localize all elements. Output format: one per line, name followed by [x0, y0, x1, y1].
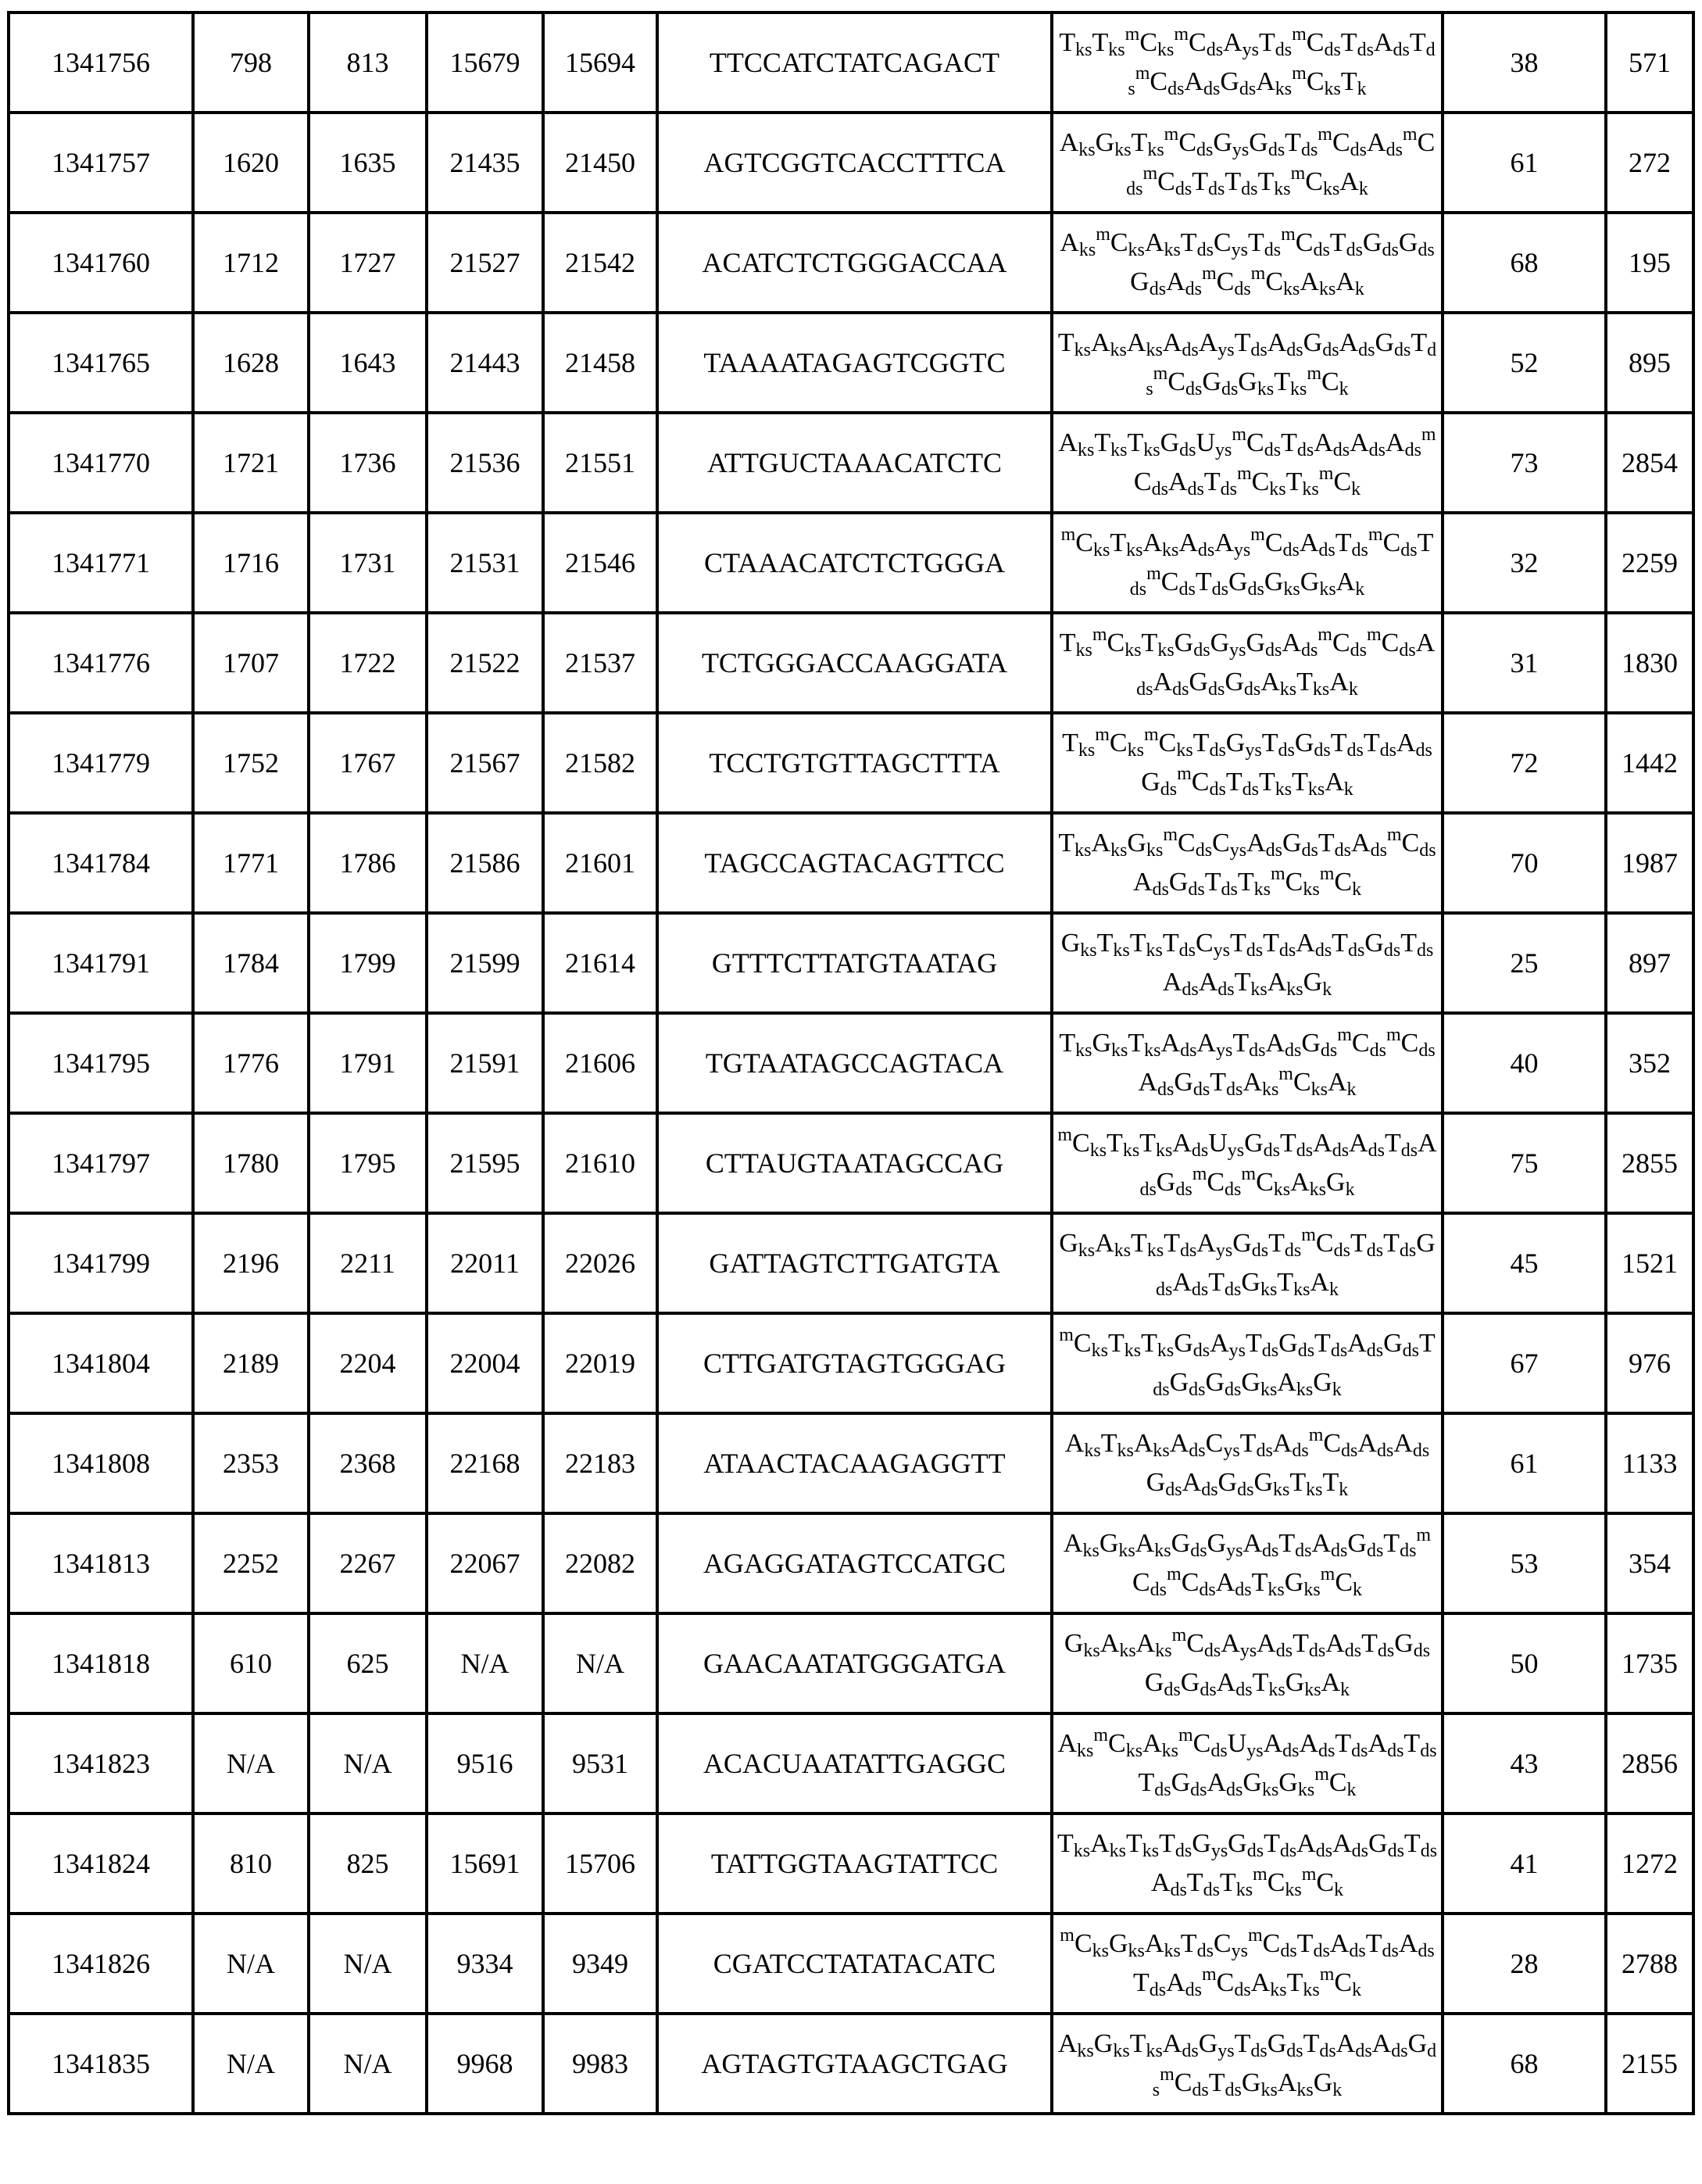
stop-site-1: 1791 — [309, 1013, 427, 1113]
compound-id: 1341813 — [9, 1513, 193, 1613]
activity-value: 38 — [1443, 13, 1606, 113]
compound-id: 1341771 — [9, 513, 193, 613]
table-row — [9, 913, 1693, 1013]
start-site-1: 2353 — [193, 1413, 309, 1513]
start-site-2: N/A — [427, 1613, 543, 1713]
activity-value: 61 — [1443, 1413, 1606, 1513]
start-site-2: 9334 — [427, 1914, 543, 2014]
compound-id: 1341818 — [9, 1613, 193, 1713]
seq-id-no: 354 — [1606, 1513, 1693, 1613]
stop-site-1: 1727 — [309, 213, 427, 313]
start-site-1: 1780 — [193, 1113, 309, 1213]
table-row — [9, 1013, 1693, 1113]
stop-site-1: N/A — [309, 1914, 427, 2014]
sequence: TCCTGTGTTAGCTTTA — [657, 713, 1052, 813]
table-row — [9, 213, 1693, 313]
compound-id: 1341765 — [9, 313, 193, 413]
start-site-1: 1771 — [193, 813, 309, 913]
start-site-2: 22004 — [427, 1313, 543, 1413]
stop-site-1: 2267 — [309, 1513, 427, 1613]
start-site-2: 22067 — [427, 1513, 543, 1613]
stop-site-1: 625 — [309, 1613, 427, 1713]
compound-id: 1341779 — [9, 713, 193, 813]
activity-value: 68 — [1443, 2014, 1606, 2114]
start-site-2: 21595 — [427, 1113, 543, 1213]
seq-id-no: 195 — [1606, 213, 1693, 313]
seq-id-no: 1272 — [1606, 1813, 1693, 1914]
sequence: GTTTCTTATGTAATAG — [657, 913, 1052, 1013]
start-site-1: 1752 — [193, 713, 309, 813]
sequence: AGAGGATAGTCCATGC — [657, 1513, 1052, 1613]
chemistry-notation: GksAksAksmCdsAysAdsTdsAdsTdsGdsGdsGdsAdsTksGksAk — [1052, 1613, 1443, 1713]
chemistry-notation: TksTksmCksmCdsAysTdsmCdsTdsAdsTdsmCdsAdsGdsAksmCksTk — [1052, 13, 1443, 113]
compound-id: 1341824 — [9, 1813, 193, 1914]
table-row — [9, 1914, 1693, 2014]
seq-id-no: 2259 — [1606, 513, 1693, 613]
sequence: CGATCCTATATACATC — [657, 1914, 1052, 2014]
stop-site-1: 1731 — [309, 513, 427, 613]
sequence: ACACUAATATTGAGGC — [657, 1713, 1052, 1813]
activity-value: 50 — [1443, 1613, 1606, 1713]
stop-site-1: 825 — [309, 1813, 427, 1914]
activity-value: 72 — [1443, 713, 1606, 813]
compound-id: 1341757 — [9, 113, 193, 213]
chemistry-notation: mCksTksTksGdsAysTdsGdsTdsAdsGdsTdsGdsGdsGksAksGk — [1052, 1313, 1443, 1413]
chemistry-notation: TksmCksTksGdsGysGdsAdsmCdsmCdsAdsAdsGdsGdsAksTksAk — [1052, 613, 1443, 713]
table-row — [9, 813, 1693, 913]
table-row — [9, 1213, 1693, 1313]
start-site-2: 21522 — [427, 613, 543, 713]
stop-site-2: 21542 — [543, 213, 657, 313]
stop-site-2: 21551 — [543, 413, 657, 513]
activity-value: 41 — [1443, 1813, 1606, 1914]
stop-site-1: 1736 — [309, 413, 427, 513]
activity-value: 28 — [1443, 1914, 1606, 2014]
start-site-2: 15679 — [427, 13, 543, 113]
compound-id: 1341797 — [9, 1113, 193, 1213]
start-site-1: N/A — [193, 1914, 309, 2014]
seq-id-no: 1987 — [1606, 813, 1693, 913]
oligonucleotide-table — [7, 11, 1695, 2115]
seq-id-no: 571 — [1606, 13, 1693, 113]
table-row — [9, 1513, 1693, 1613]
seq-id-no: 895 — [1606, 313, 1693, 413]
stop-site-2: 21606 — [543, 1013, 657, 1113]
stop-site-1: 1722 — [309, 613, 427, 713]
seq-id-no: 976 — [1606, 1313, 1693, 1413]
chemistry-notation: AksTksTksGdsUysmCdsTdsAdsAdsAdsmCdsAdsTdsmCksTksmCk — [1052, 413, 1443, 513]
sequence: ACATCTCTGGGACCAA — [657, 213, 1052, 313]
stop-site-1: N/A — [309, 1713, 427, 1813]
table-row — [9, 313, 1693, 413]
seq-id-no: 2788 — [1606, 1914, 1693, 2014]
chemistry-notation: AksmCksAksTdsCysTdsmCdsTdsGdsGdsGdsAdsmCdsmCksAksAk — [1052, 213, 1443, 313]
start-site-1: 2196 — [193, 1213, 309, 1313]
table-row — [9, 1313, 1693, 1413]
stop-site-1: 1635 — [309, 113, 427, 213]
stop-site-1: 1643 — [309, 313, 427, 413]
stop-site-2: 9983 — [543, 2014, 657, 2114]
chemistry-notation: AksGksTksAdsGysTdsGdsTdsAdsAdsGdsmCdsTdsGksAksGk — [1052, 2014, 1443, 2114]
start-site-1: 2189 — [193, 1313, 309, 1413]
stop-site-2: 21610 — [543, 1113, 657, 1213]
compound-id: 1341799 — [9, 1213, 193, 1313]
chemistry-notation: AksTksAksAdsCysTdsAdsmCdsAdsAdsGdsAdsGdsGksTksTk — [1052, 1413, 1443, 1513]
activity-value: 32 — [1443, 513, 1606, 613]
start-site-2: 21527 — [427, 213, 543, 313]
compound-id: 1341804 — [9, 1313, 193, 1413]
sequence: AGTAGTGTAAGCTGAG — [657, 2014, 1052, 2114]
start-site-1: 1628 — [193, 313, 309, 413]
seq-id-no: 2855 — [1606, 1113, 1693, 1213]
stop-site-1: 1795 — [309, 1113, 427, 1213]
start-site-2: 9516 — [427, 1713, 543, 1813]
compound-id: 1341791 — [9, 913, 193, 1013]
stop-site-1: 813 — [309, 13, 427, 113]
start-site-1: 1776 — [193, 1013, 309, 1113]
stop-site-1: 1786 — [309, 813, 427, 913]
start-site-2: 21435 — [427, 113, 543, 213]
chemistry-notation: mCksTksAksAdsAysmCdsAdsTdsmCdsTdsmCdsTdsGdsGksGksAk — [1052, 513, 1443, 613]
start-site-2: 22011 — [427, 1213, 543, 1313]
start-site-2: 21586 — [427, 813, 543, 913]
stop-site-2: 21537 — [543, 613, 657, 713]
table-row — [9, 13, 1693, 113]
stop-site-2: 21582 — [543, 713, 657, 813]
compound-id: 1341776 — [9, 613, 193, 713]
start-site-2: 21599 — [427, 913, 543, 1013]
seq-id-no: 272 — [1606, 113, 1693, 213]
start-site-2: 22168 — [427, 1413, 543, 1513]
activity-value: 75 — [1443, 1113, 1606, 1213]
start-site-2: 21531 — [427, 513, 543, 613]
start-site-2: 9968 — [427, 2014, 543, 2114]
seq-id-no: 1735 — [1606, 1613, 1693, 1713]
sequence: GAACAATATGGGATGA — [657, 1613, 1052, 1713]
stop-site-1: 1767 — [309, 713, 427, 813]
sequence: AGTCGGTCACCTTTCA — [657, 113, 1052, 213]
start-site-2: 21567 — [427, 713, 543, 813]
stop-site-2: 21450 — [543, 113, 657, 213]
sequence: CTTAUGTAATAGCCAG — [657, 1113, 1052, 1213]
stop-site-2: 22082 — [543, 1513, 657, 1613]
stop-site-1: 2368 — [309, 1413, 427, 1513]
chemistry-notation: AksGksAksGdsGysAdsTdsAdsGdsTdsmCdsmCdsAdsTksGksmCk — [1052, 1513, 1443, 1613]
start-site-2: 21536 — [427, 413, 543, 513]
chemistry-notation: GksTksTksTdsCysTdsTdsAdsTdsGdsTdsAdsAdsTksAksGk — [1052, 913, 1443, 1013]
sequence: GATTAGTCTTGATGTA — [657, 1213, 1052, 1313]
seq-id-no: 1442 — [1606, 713, 1693, 813]
start-site-1: 610 — [193, 1613, 309, 1713]
stop-site-1: N/A — [309, 2014, 427, 2114]
activity-value: 43 — [1443, 1713, 1606, 1813]
chemistry-notation: TksmCksmCksTdsGysTdsGdsTdsTdsAdsGdsmCdsTdsTksTksAk — [1052, 713, 1443, 813]
activity-value: 53 — [1443, 1513, 1606, 1613]
chemistry-notation: GksAksTksTdsAysGdsTdsmCdsTdsTdsGdsAdsTdsGksTksAk — [1052, 1213, 1443, 1313]
compound-id: 1341826 — [9, 1914, 193, 2014]
stop-site-2: 21546 — [543, 513, 657, 613]
table-row — [9, 413, 1693, 513]
start-site-1: 1707 — [193, 613, 309, 713]
stop-site-2: 22019 — [543, 1313, 657, 1413]
compound-id: 1341795 — [9, 1013, 193, 1113]
start-site-1: 1784 — [193, 913, 309, 1013]
start-site-1: 1721 — [193, 413, 309, 513]
sequence: TCTGGGACCAAGGATA — [657, 613, 1052, 713]
activity-value: 25 — [1443, 913, 1606, 1013]
start-site-1: 1620 — [193, 113, 309, 213]
seq-id-no: 1830 — [1606, 613, 1693, 713]
stop-site-2: 15706 — [543, 1813, 657, 1914]
stop-site-1: 1799 — [309, 913, 427, 1013]
sequence: TAAAATAGAGTCGGTC — [657, 313, 1052, 413]
table-row — [9, 1413, 1693, 1513]
seq-id-no: 1521 — [1606, 1213, 1693, 1313]
chemistry-notation: TksAksTksTdsGysGdsTdsAdsAdsGdsTdsAdsTdsTksmCksmCk — [1052, 1813, 1443, 1914]
table-row — [9, 613, 1693, 713]
activity-value: 70 — [1443, 813, 1606, 913]
sequence: ATTGUCTAAACATCTC — [657, 413, 1052, 513]
activity-value: 45 — [1443, 1213, 1606, 1313]
activity-value: 67 — [1443, 1313, 1606, 1413]
activity-value: 52 — [1443, 313, 1606, 413]
chemistry-notation: AksmCksAksmCdsUysAdsAdsTdsAdsTdsTdsGdsAdsGksGksmCk — [1052, 1713, 1443, 1813]
chemistry-notation: TksAksGksmCdsCysAdsGdsTdsAdsmCdsAdsGdsTdsTksmCksmCk — [1052, 813, 1443, 913]
activity-value: 40 — [1443, 1013, 1606, 1113]
chemistry-notation: mCksGksAksTdsCysmCdsTdsAdsTdsAdsTdsAdsmCdsAksTksmCk — [1052, 1914, 1443, 2014]
start-site-2: 21443 — [427, 313, 543, 413]
compound-id: 1341784 — [9, 813, 193, 913]
sequence: TTCCATCTATCAGACT — [657, 13, 1052, 113]
stop-site-2: 21614 — [543, 913, 657, 1013]
activity-value: 68 — [1443, 213, 1606, 313]
seq-id-no: 897 — [1606, 913, 1693, 1013]
stop-site-2: 9531 — [543, 1713, 657, 1813]
sequence: ATAACTACAAGAGGTT — [657, 1413, 1052, 1513]
start-site-1: 798 — [193, 13, 309, 113]
table-row — [9, 513, 1693, 613]
chemistry-notation: mCksTksTksAdsUysGdsTdsAdsAdsTdsAdsGdsmCdsmCksAksGk — [1052, 1113, 1443, 1213]
start-site-1: 1716 — [193, 513, 309, 613]
table-row — [9, 1813, 1693, 1914]
start-site-1: N/A — [193, 2014, 309, 2114]
table-row — [9, 713, 1693, 813]
chemistry-notation: TksGksTksAdsAysTdsAdsGdsmCdsmCdsAdsGdsTdsAksmCksAk — [1052, 1013, 1443, 1113]
stop-site-2: 21458 — [543, 313, 657, 413]
seq-id-no: 2854 — [1606, 413, 1693, 513]
table-row — [9, 2014, 1693, 2114]
seq-id-no: 2856 — [1606, 1713, 1693, 1813]
compound-id: 1341760 — [9, 213, 193, 313]
sequence: TGTAATAGCCAGTACA — [657, 1013, 1052, 1113]
stop-site-1: 2204 — [309, 1313, 427, 1413]
seq-id-no: 2155 — [1606, 2014, 1693, 2114]
stop-site-1: 2211 — [309, 1213, 427, 1313]
activity-value: 31 — [1443, 613, 1606, 713]
table-row — [9, 1713, 1693, 1813]
activity-value: 73 — [1443, 413, 1606, 513]
activity-value: 61 — [1443, 113, 1606, 213]
sequence: CTAAACATCTCTGGGA — [657, 513, 1052, 613]
start-site-2: 21591 — [427, 1013, 543, 1113]
sequence: CTTGATGTAGTGGGAG — [657, 1313, 1052, 1413]
table-row — [9, 1613, 1693, 1713]
sequence: TAGCCAGTACAGTTCC — [657, 813, 1052, 913]
start-site-1: 2252 — [193, 1513, 309, 1613]
stop-site-2: 15694 — [543, 13, 657, 113]
stop-site-2: 22183 — [543, 1413, 657, 1513]
start-site-2: 15691 — [427, 1813, 543, 1914]
compound-id: 1341823 — [9, 1713, 193, 1813]
compound-id: 1341835 — [9, 2014, 193, 2114]
chemistry-notation: TksAksAksAdsAysTdsAdsGdsAdsGdsTdsmCdsGdsGksTksmCk — [1052, 313, 1443, 413]
compound-id: 1341756 — [9, 13, 193, 113]
start-site-1: 1712 — [193, 213, 309, 313]
chemistry-notation: AksGksTksmCdsGysGdsTdsmCdsAdsmCdsmCdsTdsTdsTksmCksAk — [1052, 113, 1443, 213]
stop-site-2: 21601 — [543, 813, 657, 913]
start-site-1: N/A — [193, 1713, 309, 1813]
stop-site-2: 9349 — [543, 1914, 657, 2014]
start-site-1: 810 — [193, 1813, 309, 1914]
stop-site-2: 22026 — [543, 1213, 657, 1313]
compound-id: 1341770 — [9, 413, 193, 513]
seq-id-no: 352 — [1606, 1013, 1693, 1113]
table-row — [9, 113, 1693, 213]
sequence: TATTGGTAAGTATTCC — [657, 1813, 1052, 1914]
seq-id-no: 1133 — [1606, 1413, 1693, 1513]
stop-site-2: N/A — [543, 1613, 657, 1713]
table-row — [9, 1113, 1693, 1213]
compound-id: 1341808 — [9, 1413, 193, 1513]
